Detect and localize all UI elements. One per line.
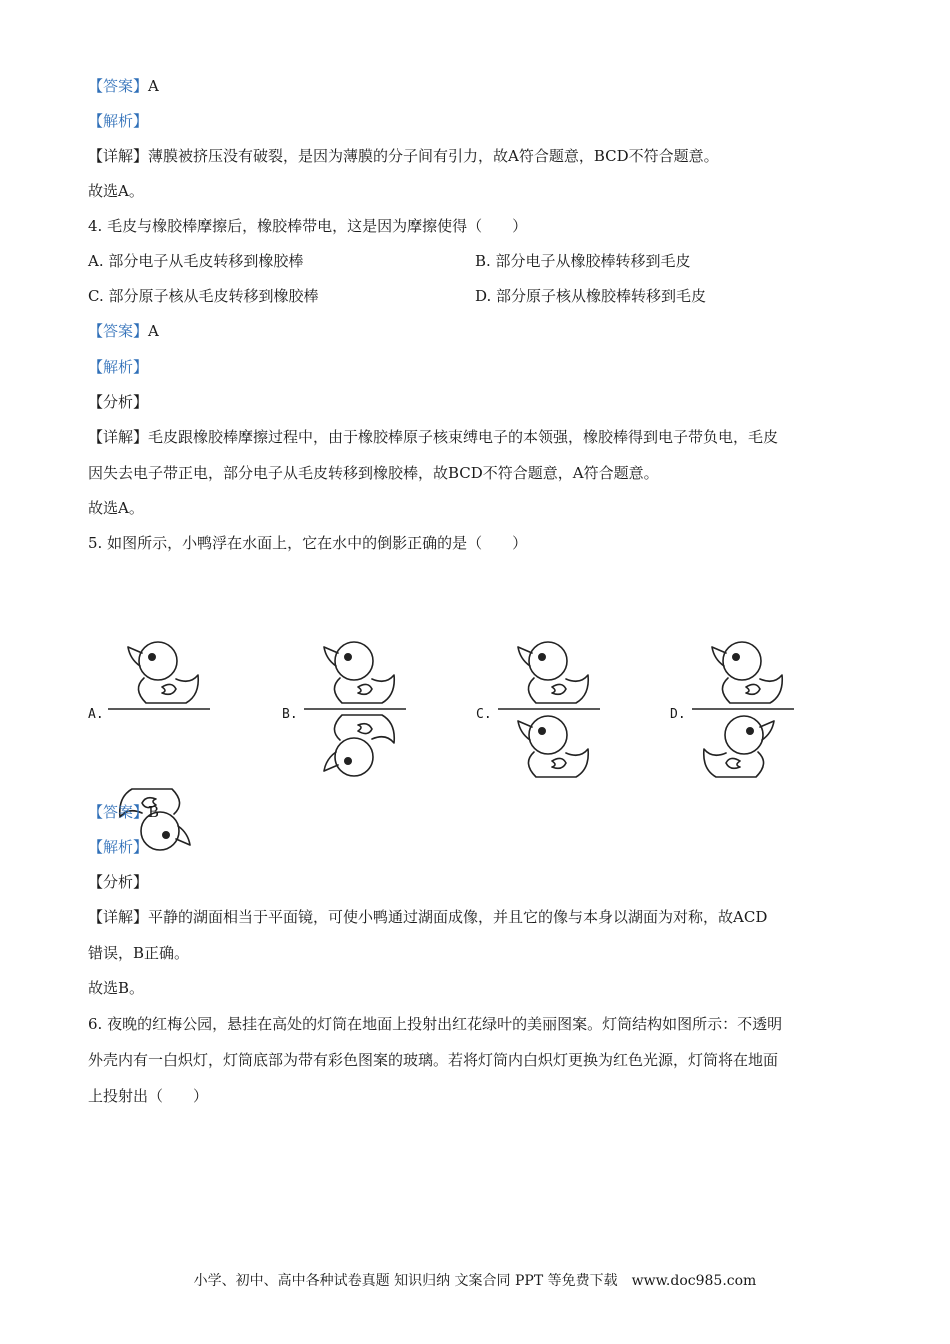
q4-option-b: B. 部分电子从橡胶棒转移到毛皮 <box>475 252 691 270</box>
duck-figure-d <box>692 637 794 783</box>
q4-fenxi-tag: 【分析】 <box>88 393 149 411</box>
q5-detail-2: 错误，B正确。 <box>88 944 190 962</box>
q5-conclusion: 故选B。 <box>88 979 145 997</box>
q4-answer <box>88 321 159 341</box>
figure-label-d: D. <box>670 707 686 722</box>
q5-stem: 5. 如图所示，小鸭浮在水面上，它在水中的倒影正确的是（ ） <box>88 534 528 552</box>
q4-option-d: D. 部分原子核从橡胶棒转移到毛皮 <box>475 287 707 305</box>
answer-value: A <box>148 77 159 95</box>
answer-tag: 【答案】 <box>88 322 149 340</box>
detail-tag: 【详解】 <box>88 428 149 446</box>
detail-text: 平静的湖面相当于平面镜，可使小鸭通过湖面成像，并且它的像与本身以湖面为对称，故ACD <box>148 908 768 926</box>
q4-detail-1 <box>88 427 778 447</box>
page-footer: 小学、初中、高中各种试卷真题 知识归纳 文案合同 PPT 等免费下载 www.doc985.com <box>193 1273 757 1289</box>
figure-label-a: A. <box>88 707 104 722</box>
detail-tag: 【详解】 <box>88 147 149 165</box>
duck-figure-c <box>498 637 600 783</box>
q4-detail-2: 因失去电子带正电，部分电子从毛皮转移到橡胶棒，故BCD不符合题意，A符合题意。 <box>88 464 659 482</box>
q6-stem-2: 外壳内有一白炽灯，灯筒底部为带有彩色图案的玻璃。若将灯筒内白炽灯更换为红色光源，灯筒将在地面 <box>88 1051 779 1069</box>
detail-text: 毛皮跟橡胶棒摩擦过程中，由于橡胶棒原子核束缚电子的本领强，橡胶棒得到电子带负电，毛皮 <box>148 428 779 446</box>
q4-option-c: C. 部分原子核从毛皮转移到橡胶棒 <box>88 287 319 305</box>
detail-text: 薄膜被挤压没有破裂，是因为薄膜的分子间有引力，故A符合题意，BCD不符合题意。 <box>148 147 719 165</box>
answer-tag: 【答案】 <box>88 77 149 95</box>
answer-tag: 【答案】 <box>88 803 149 821</box>
q4-stem: 4. 毛皮与橡胶棒摩擦后，橡胶棒带电，这是因为摩擦使得（ ） <box>88 217 528 235</box>
duck-figure-a <box>108 637 210 783</box>
q5-fenxi-tag: 【分析】 <box>88 873 149 891</box>
q5-analysis-tag: 【解析】 <box>88 838 149 856</box>
answer-value: B <box>148 803 160 821</box>
q4-analysis-tag: 【解析】 <box>88 358 149 376</box>
answer-value: A <box>148 322 159 340</box>
q6-stem-3: 上投射出（ ） <box>88 1087 209 1105</box>
q5-answer <box>88 802 159 822</box>
q3-conclusion: 故选A。 <box>88 182 144 200</box>
detail-tag: 【详解】 <box>88 908 149 926</box>
q4-conclusion: 故选A。 <box>88 499 144 517</box>
duck-figure-b <box>304 637 406 783</box>
figure-label-c: C. <box>476 707 492 722</box>
q3-detail <box>88 146 719 166</box>
figure-label-b: B. <box>282 707 298 722</box>
q4-option-a: A. 部分电子从毛皮转移到橡胶棒 <box>88 252 304 270</box>
q6-stem-1: 6. 夜晚的红梅公园，悬挂在高处的灯筒在地面上投射出红花绿叶的美丽图案。灯筒结构如图所示：不透明 <box>88 1015 783 1033</box>
q5-detail-1 <box>88 907 767 927</box>
q3-answer <box>88 76 159 96</box>
q3-analysis-tag: 【解析】 <box>88 112 149 130</box>
